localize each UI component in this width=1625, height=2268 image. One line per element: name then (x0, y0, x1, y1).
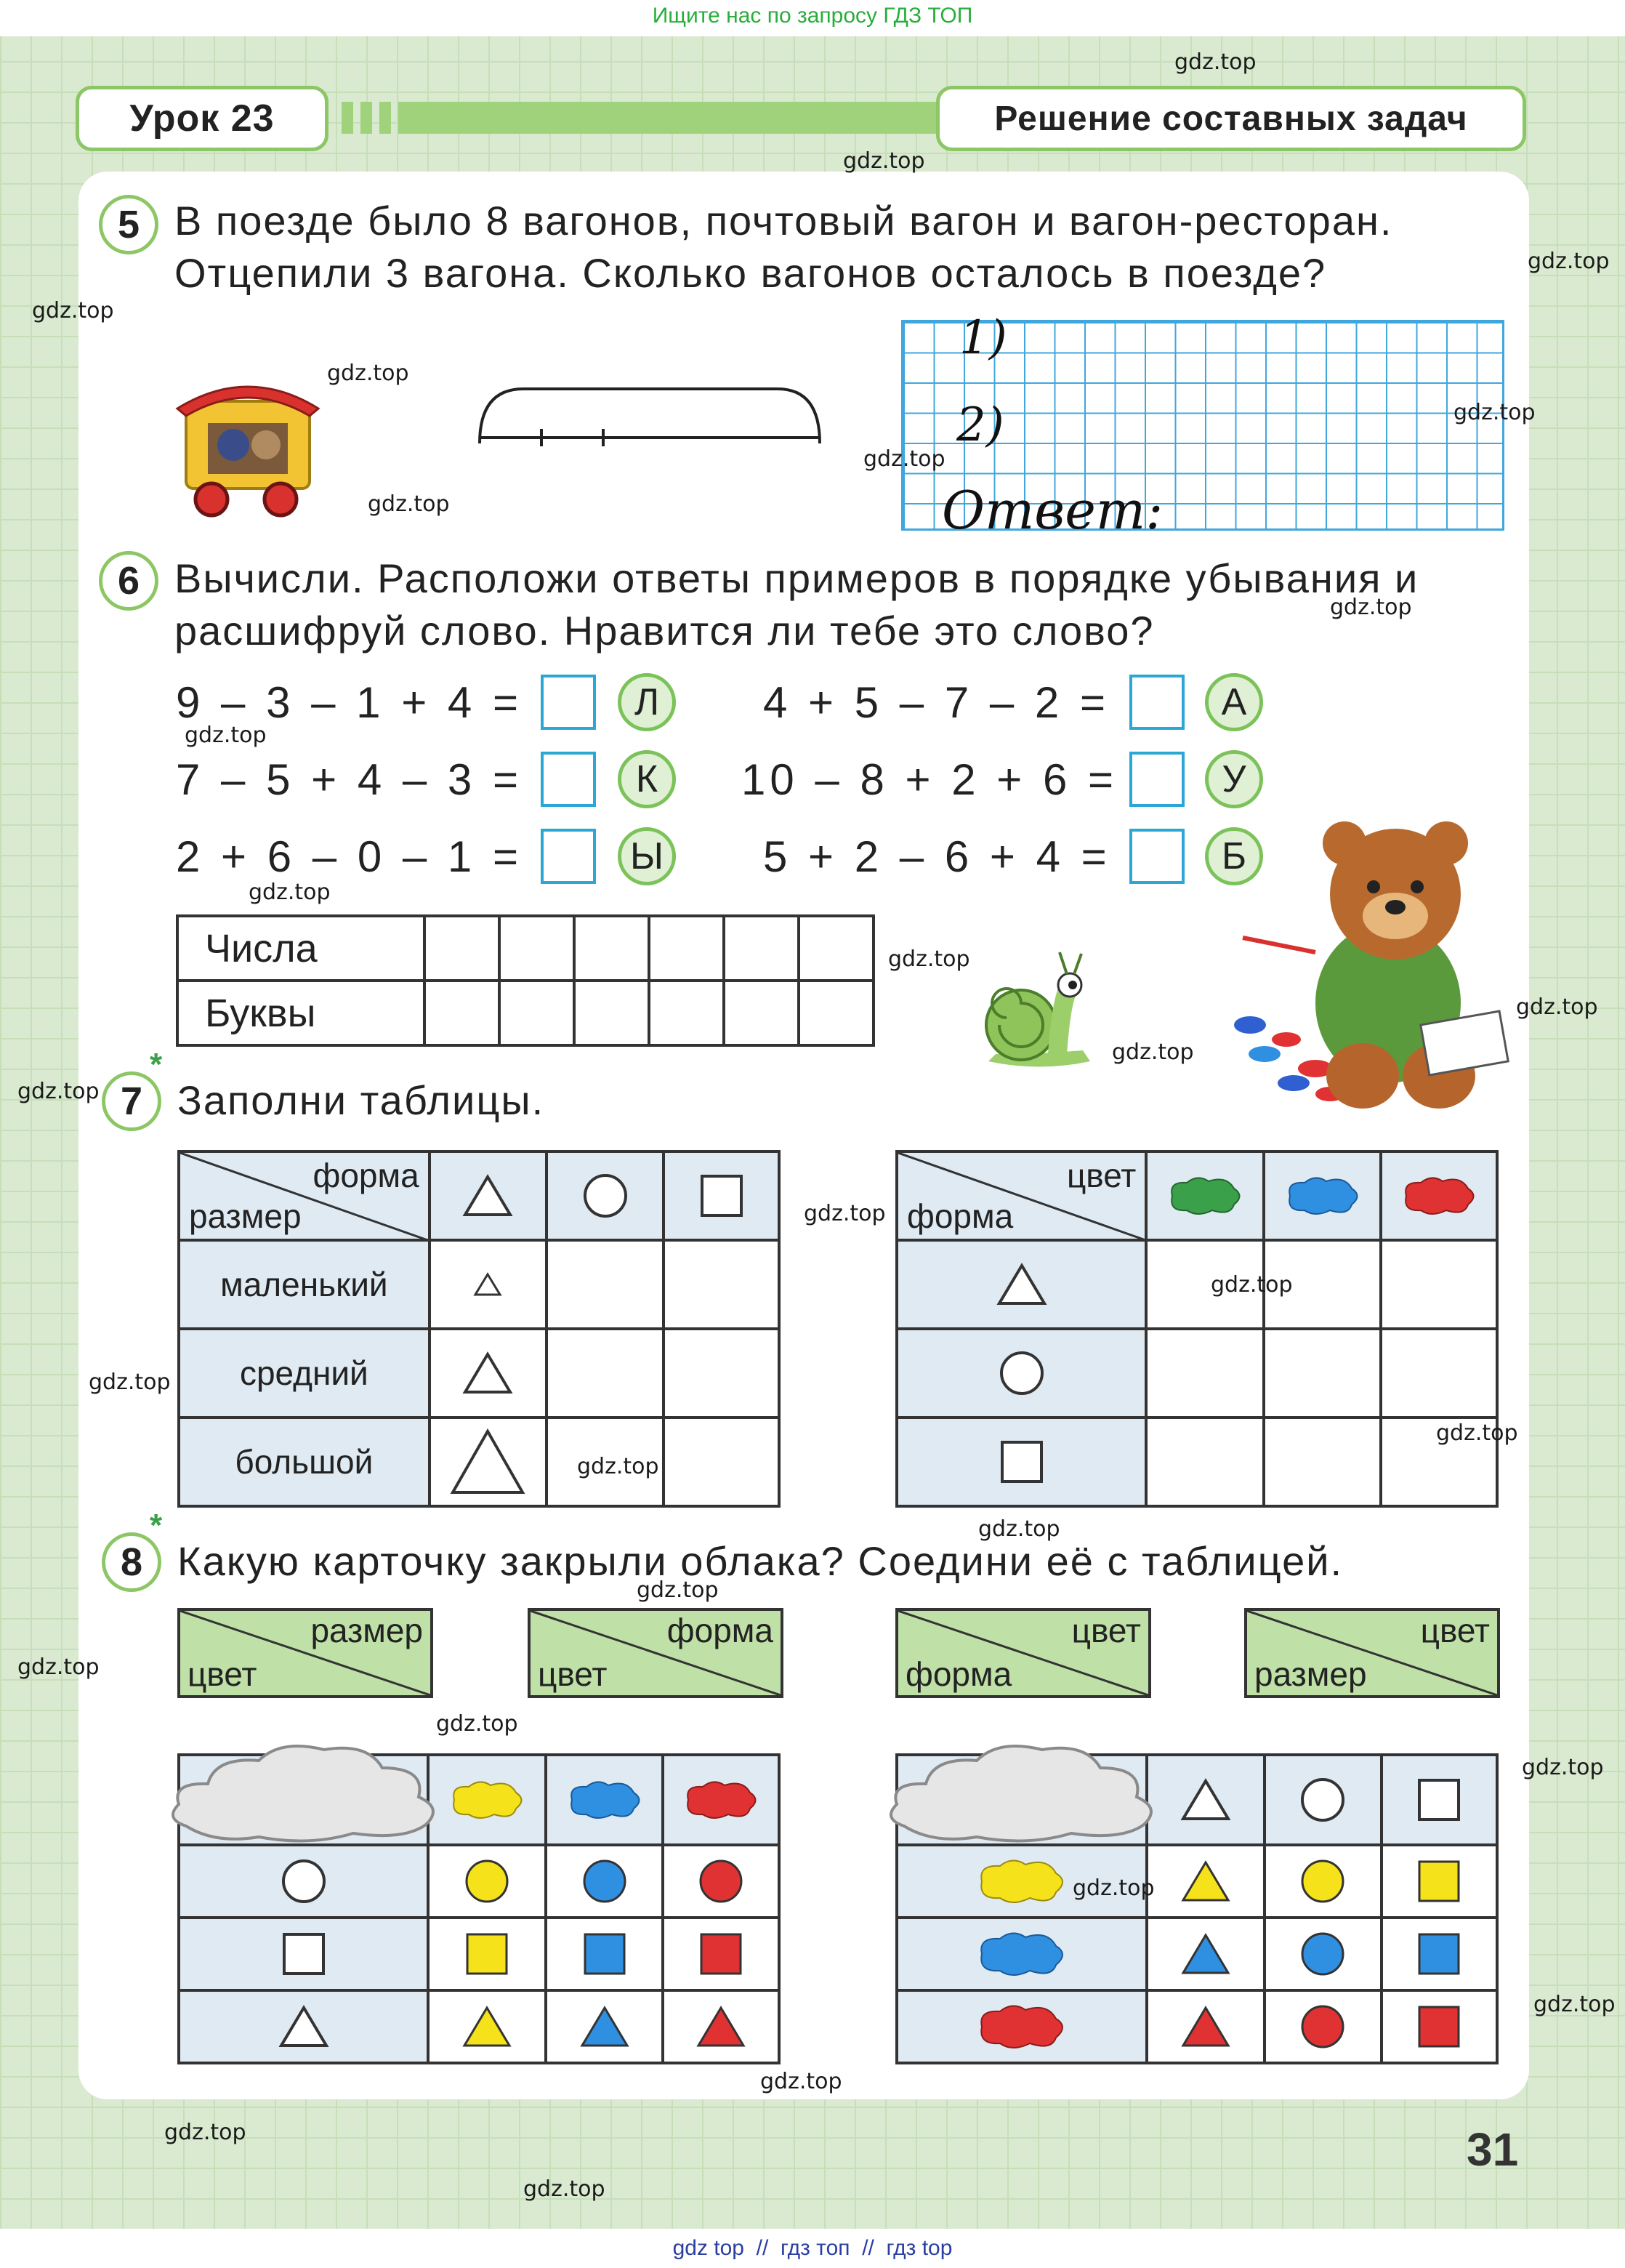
header-bar (342, 102, 353, 134)
yellow-triangle-icon (428, 1990, 546, 2063)
yellow-square-icon (428, 1918, 546, 1990)
example-3: 7 – 5 + 4 – 3 = (176, 755, 523, 804)
answer-box-5[interactable] (541, 829, 596, 884)
task-5-text (174, 195, 1392, 299)
task-6-line2: расшифруй слово. Нравится ли тебе это слово? (174, 608, 1155, 654)
star-icon: * (150, 1508, 163, 1543)
decode-cell[interactable] (649, 981, 724, 1045)
watermark: gdz.top (1436, 1420, 1518, 1446)
yellow-blot-icon (428, 1755, 546, 1845)
card-1-top: размер (310, 1612, 423, 1649)
decode-cell[interactable] (499, 981, 574, 1045)
fill-cell[interactable] (1146, 1418, 1264, 1506)
watermark: gdz.top (888, 946, 970, 972)
letter-badge-2: А (1205, 673, 1263, 731)
blue-square-icon (546, 1918, 664, 1990)
task-6-text (174, 552, 1419, 657)
triangle-icon (430, 1151, 547, 1240)
snail-illustration (981, 945, 1097, 1076)
watermark: gdz.top (843, 148, 925, 174)
decode-cell[interactable] (424, 916, 499, 981)
task-7-number: 7 (102, 1071, 161, 1131)
top-banner: Ищите нас по запросу ГДЗ ТОП (0, 0, 1625, 36)
card-4-bottom: размер (1254, 1655, 1367, 1693)
bottom-banner: gdz top // гдз топ // гдз top (0, 2229, 1625, 2268)
watermark: gdz.top (1522, 1755, 1604, 1780)
triangle-icon (897, 1240, 1146, 1329)
yellow-square-icon (1382, 1845, 1497, 1918)
square-icon (664, 1151, 779, 1240)
letter-badge-5: Ы (618, 827, 676, 885)
fill-cell[interactable] (664, 1329, 779, 1418)
watermark: gdz.top (1453, 400, 1536, 425)
watermark: gdz.top (1516, 994, 1598, 1020)
answer-box-6[interactable] (1129, 829, 1185, 884)
decode-cell[interactable] (499, 916, 574, 981)
train-wagon-illustration (172, 372, 324, 525)
answer-box-3[interactable] (541, 752, 596, 807)
lesson-label: Урок 23 (76, 86, 328, 151)
decode-cell[interactable] (724, 981, 799, 1045)
decode-table (176, 914, 875, 1047)
answer-box-1[interactable] (541, 675, 596, 730)
watermark: gdz.top (1211, 1272, 1293, 1298)
table2-bottom-label: форма (907, 1197, 1014, 1235)
circle-icon (179, 1845, 428, 1918)
watermark: gdz.top (1330, 595, 1412, 620)
watermark: gdz.top (17, 1079, 100, 1104)
fill-cell[interactable] (1381, 1240, 1497, 1329)
header-bar (360, 102, 372, 134)
task-5-number: 5 (99, 195, 158, 254)
lesson-topic: Решение составных задач (936, 86, 1526, 151)
size-medium-label: средний (179, 1329, 430, 1418)
bear-illustration (1206, 807, 1512, 1119)
medium-triangle-icon (430, 1329, 547, 1418)
small-triangle-icon (430, 1240, 547, 1329)
task-7-text: Заполни таблицы. (177, 1077, 545, 1123)
card-color-size[interactable] (1244, 1608, 1500, 1698)
circle-icon (1265, 1755, 1382, 1845)
yellow-circle-icon (428, 1845, 546, 1918)
example-5: 2 + 6 – 0 – 1 = (176, 832, 523, 881)
watermark: gdz.top (368, 491, 450, 517)
triangle-icon (1147, 1755, 1264, 1845)
step-1-label: 1) (959, 311, 1007, 365)
circle-icon (547, 1151, 664, 1240)
red-circle-icon (663, 1845, 779, 1918)
watermark: gdz.top (32, 298, 114, 323)
table2-header-diagonal (897, 1151, 1146, 1240)
yellow-triangle-icon (1147, 1845, 1264, 1918)
answer-label: Ответ: (942, 480, 1164, 541)
task-6-line1: Вычисли. Расположи ответы примеров в порядке убывания и (174, 555, 1419, 601)
table1-header-diagonal (179, 1151, 430, 1240)
table2-top-label: цвет (1066, 1157, 1137, 1194)
watermark: gdz.top (1073, 1875, 1155, 1901)
fill-cell[interactable] (547, 1329, 664, 1418)
red-blot-icon (663, 1755, 779, 1845)
red-square-icon (663, 1918, 779, 1990)
watermark: gdz.top (1174, 49, 1257, 75)
fill-cell[interactable] (1264, 1329, 1382, 1418)
card-1-bottom: цвет (188, 1655, 257, 1693)
blue-blot-icon (546, 1755, 664, 1845)
header-bar (379, 102, 391, 134)
watermark: gdz.top (164, 2120, 246, 2145)
watermark: gdz.top (89, 1370, 171, 1395)
letter-badge-1: Л (618, 673, 676, 731)
card-3-top: цвет (1071, 1612, 1141, 1649)
task-5-line2: Отцепили 3 вагона. Сколько вагонов осталось в поезде? (174, 250, 1327, 296)
red-triangle-icon (1147, 1990, 1264, 2063)
decode-cell[interactable] (574, 916, 649, 981)
fill-cell[interactable] (664, 1240, 779, 1329)
card-shape-color[interactable] (528, 1608, 783, 1698)
table1-bottom-label: размер (189, 1197, 302, 1235)
card-4-top: цвет (1420, 1612, 1490, 1649)
watermark: gdz.top (577, 1454, 659, 1479)
card-3-bottom: форма (906, 1655, 1012, 1693)
watermark: gdz.top (1533, 1992, 1616, 2017)
task-8-number: 8 (102, 1532, 161, 1592)
answer-box-4[interactable] (1129, 752, 1185, 807)
blue-triangle-icon (546, 1990, 664, 2063)
triangle-icon (179, 1990, 428, 2063)
task-6-number: 6 (99, 551, 158, 611)
decode-cell[interactable] (799, 916, 874, 981)
table1-top-label: форма (312, 1157, 419, 1194)
watermark: gdz.top (249, 880, 331, 905)
watermark: gdz.top (327, 361, 409, 386)
decode-cell[interactable] (724, 916, 799, 981)
decode-cell[interactable] (649, 916, 724, 981)
blue-square-icon (1382, 1918, 1497, 1990)
watermark: gdz.top (863, 446, 945, 472)
example-6: 5 + 2 – 6 + 4 = (763, 832, 1111, 881)
task-5-line1: В поезде было 8 вагонов, почтовый вагон и вагон-ресторан. (174, 198, 1393, 244)
example-4: 10 – 8 + 2 + 6 = (741, 755, 1118, 804)
square-icon (897, 1418, 1146, 1506)
fill-cell[interactable] (547, 1240, 664, 1329)
watermark: gdz.top (17, 1654, 100, 1680)
blue-circle-icon (546, 1845, 664, 1918)
watermark: gdz.top (760, 2069, 842, 2094)
size-small-label: маленький (179, 1240, 430, 1329)
letter-badge-4: У (1205, 750, 1263, 808)
fill-cell[interactable] (1146, 1329, 1264, 1418)
blue-circle-icon (1265, 1918, 1382, 1990)
watermark: gdz.top (1528, 249, 1610, 274)
shape-color-table (895, 1150, 1499, 1508)
decode-cell[interactable] (574, 981, 649, 1045)
card-2-top: форма (666, 1612, 773, 1649)
square-icon (179, 1918, 428, 1990)
yellow-circle-icon (1265, 1845, 1382, 1918)
watermark: gdz.top (436, 1711, 518, 1737)
star-icon: * (150, 1047, 163, 1082)
example-1: 9 – 3 – 1 + 4 = (176, 678, 523, 727)
row-label-numbers: Числа (177, 916, 424, 981)
square-icon (1382, 1755, 1497, 1845)
circle-icon (897, 1329, 1146, 1418)
task-8-text: Какую карточку закрыли облака? Соедини её с таблицей. (177, 1538, 1344, 1584)
red-square-icon (1382, 1990, 1497, 2063)
cloud-icon (882, 1739, 1161, 1848)
watermark: gdz.top (978, 1516, 1060, 1542)
watermark: gdz.top (804, 1201, 886, 1226)
card-color-shape[interactable] (895, 1608, 1151, 1698)
fill-cell[interactable] (1264, 1418, 1382, 1506)
blue-blot-icon (1264, 1151, 1382, 1240)
large-triangle-icon (430, 1418, 547, 1506)
blue-blot-icon (897, 1918, 1147, 1990)
decode-cell[interactable] (799, 981, 874, 1045)
watermark: gdz.top (637, 1577, 719, 1603)
answer-box-2[interactable] (1129, 675, 1185, 730)
shape-size-table (177, 1150, 781, 1508)
fill-cell[interactable] (664, 1418, 779, 1506)
red-blot-icon (897, 1990, 1147, 2063)
green-blot-icon (1146, 1151, 1264, 1240)
segment-diagram (472, 378, 828, 451)
card-size-color[interactable] (177, 1608, 433, 1698)
size-large-label: большой (179, 1418, 430, 1506)
card-2-bottom: цвет (538, 1655, 608, 1693)
letter-badge-3: К (618, 750, 676, 808)
red-circle-icon (1265, 1990, 1382, 2063)
example-2: 4 + 5 – 7 – 2 = (763, 678, 1110, 727)
header-bar (398, 102, 936, 134)
fill-cell[interactable] (1381, 1329, 1497, 1418)
letter-badge-6: Б (1205, 827, 1263, 885)
red-triangle-icon (663, 1990, 779, 2063)
row-label-letters: Буквы (177, 981, 424, 1045)
red-blot-icon (1381, 1151, 1497, 1240)
watermark: gdz.top (1112, 1040, 1194, 1065)
step-2-label: 2) (956, 398, 1004, 452)
watermark: gdz.top (185, 723, 267, 748)
blue-triangle-icon (1147, 1918, 1264, 1990)
watermark: gdz.top (523, 2176, 605, 2202)
decode-cell[interactable] (424, 981, 499, 1045)
page-number: 31 (1467, 2123, 1519, 2176)
cloud-icon (164, 1739, 443, 1848)
